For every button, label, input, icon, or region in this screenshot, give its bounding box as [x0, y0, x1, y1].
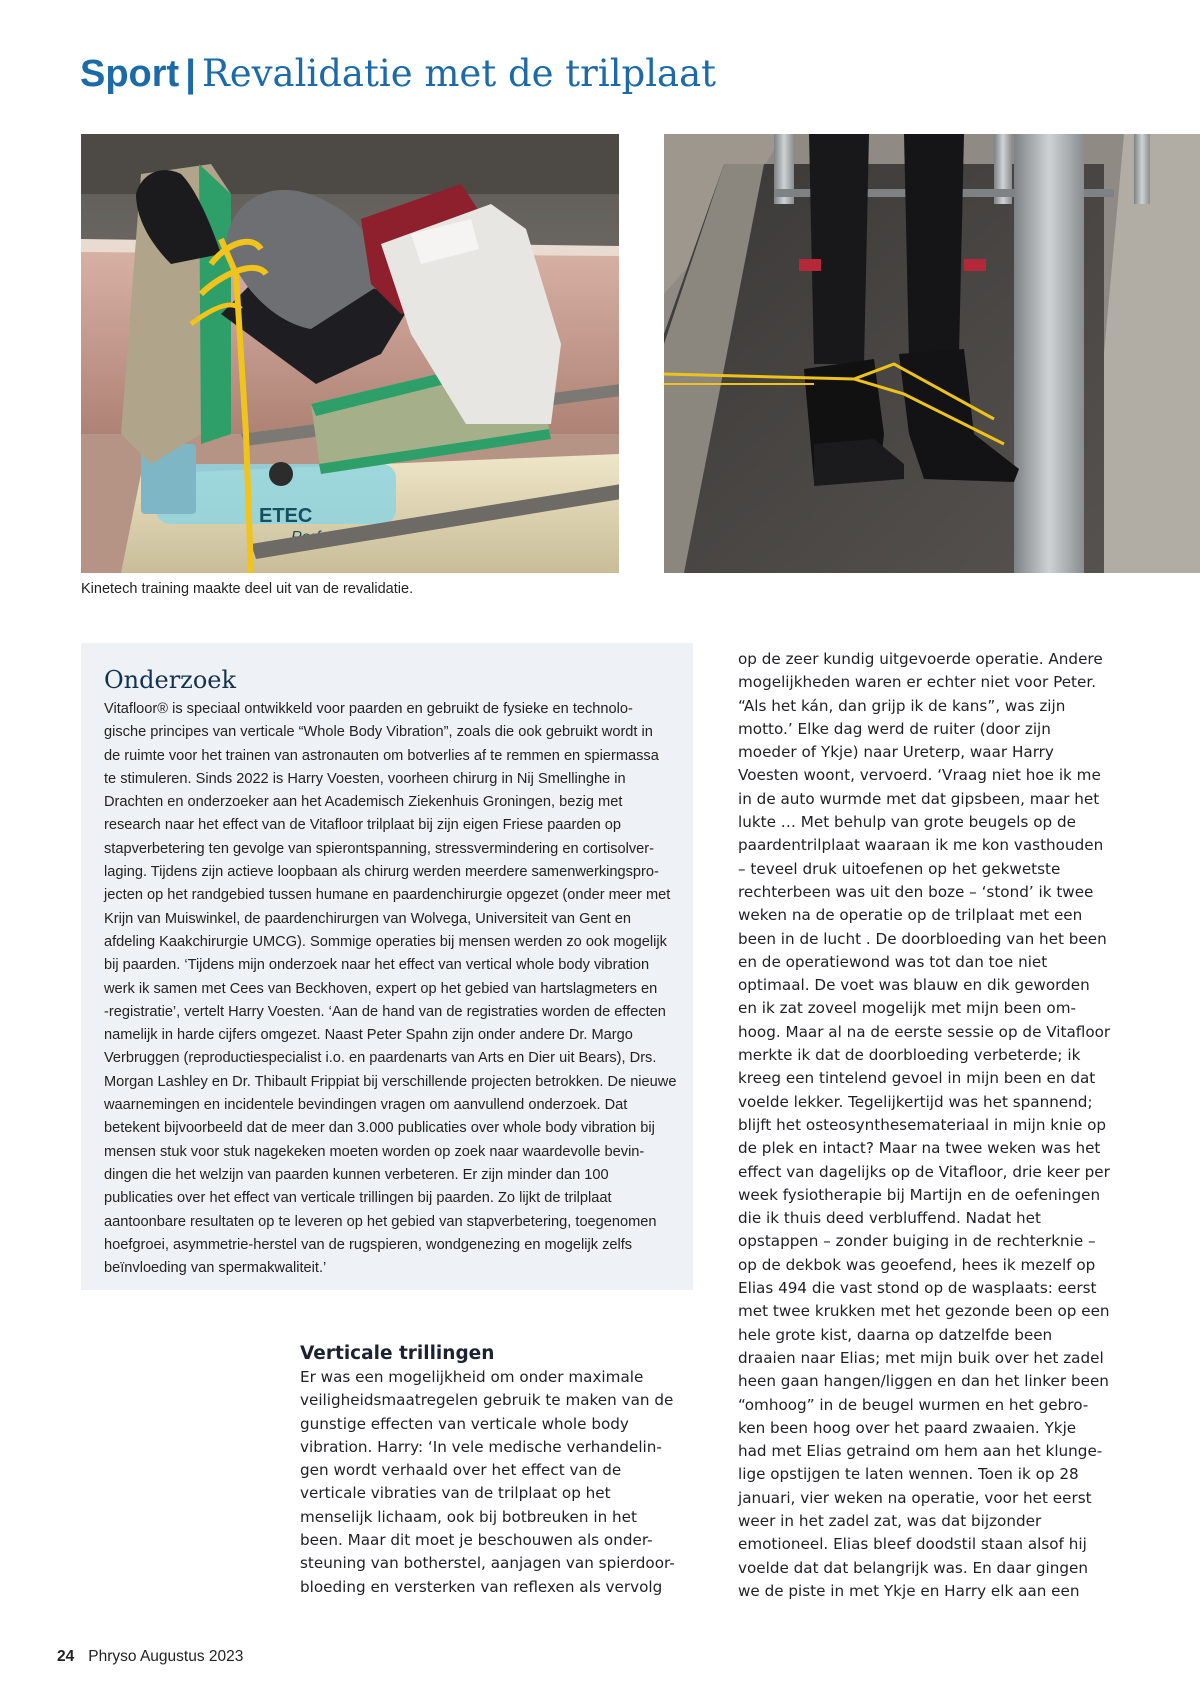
section-heading: Verticale trillingen	[300, 1343, 495, 1364]
body-text-line: januari, vier weken na operatie, voor het eerst	[738, 1488, 1092, 1507]
infobox-body	[104, 698, 677, 1280]
body-text-line: ken been hoog over het paard zwaaien. Ykje	[738, 1418, 1077, 1437]
infobox-text-line: aantoonbare resultaten op te leveren op het gebied van stapverbetering, toegenomen	[104, 1213, 657, 1230]
body-text-line: weken na de operatie op de trilplaat met een	[738, 906, 1083, 925]
infobox-text-line: publicaties over het effect van verticale trillingen bij paarden. Zo lijkt de trilplaat	[104, 1190, 612, 1207]
body-text-line: paardentrilplaat waaraan ik me kon vasthouden	[738, 836, 1104, 855]
page-header	[80, 52, 716, 96]
body-text-line: moeder of Ykje) naar Ureterp, waar Harry	[738, 743, 1054, 762]
body-text-line: week fysiotherapie bij Martijn en de oefeningen	[738, 1185, 1101, 1204]
infobox-text-line: gische principes van verticale “Whole Body Vibration”, zoals die ook gebruikt wordt in	[104, 724, 653, 741]
infobox-text-line: hoefgroei, asymmetrie-herstel van de rugspieren, wondgenezing en mogelijk zelfs	[104, 1236, 633, 1253]
body-text-line: bloeding en versterken van reflexen als vervolg	[300, 1577, 663, 1596]
body-text-line: been in de lucht . De doorbloeding van het been	[738, 929, 1107, 948]
body-text-line: heen gaan hangen/liggen en dan het linker been	[738, 1372, 1109, 1391]
infobox-text-line: afdeling Kaakchirurgie UMCG). Sommige operaties bij mensen werden zo ook mogelijk	[104, 933, 667, 950]
infobox-text-line: namelijk in harde cijfers omgezet. Naast Peter Spahn zijn onder andere Dr. Margo	[104, 1027, 633, 1044]
article-title: Revalidatie met de trilplaat	[201, 52, 717, 95]
body-text-line: steuning van botherstel, aanjagen van spierdoor-	[300, 1554, 675, 1573]
body-text-line: blijft het osteosynthesemateriaal in mijn knie op	[738, 1115, 1107, 1134]
body-text-line: de plek en intact? Maar na twee weken was het	[738, 1139, 1101, 1158]
photo-caption: Kinetech training maakte deel uit van de revalidatie.	[81, 581, 414, 597]
body-text-line: had met Elias getraind om hem aan het klunge-	[738, 1442, 1103, 1461]
body-text-line: gen wordt verhaald over het effect van de	[300, 1461, 622, 1480]
page-footer	[57, 1648, 243, 1666]
article-column-middle	[300, 1342, 700, 1599]
publication-name: Phryso Augustus 2023	[88, 1648, 244, 1665]
body-text-line: merkte ik dat de doorbloeding verbeterde; ik	[738, 1046, 1081, 1065]
onderzoek-infobox	[81, 643, 693, 1290]
body-text-line: lukte … Met behulp van grote beugels op de	[738, 813, 1076, 832]
infobox-text-line: Morgan Lashley en Dr. Thibault Frippiat bij verschillende projecten betrokken. De nieuwe	[104, 1073, 677, 1090]
body-text-line: gunstige effecten van verticale whole body	[300, 1414, 629, 1433]
page-number: 24	[57, 1648, 75, 1665]
body-text-line: menselijk lichaam, ook bij botbreuken in het	[300, 1507, 637, 1526]
infobox-text-line: de ruimte voor het trainen van astronauten om botverlies af te remmen en spiermassa	[104, 747, 659, 764]
article-column-right	[738, 648, 1138, 1603]
body-text-line: vibration. Harry: ‘In vele medische verhandelin-	[300, 1437, 662, 1456]
middle-column-body	[300, 1366, 700, 1599]
infobox-text-line: Drachten en onderzoeker aan het Academisch Ziekenhuis Groningen, bezig met	[104, 794, 623, 811]
body-text-line: motto.’ Elke dag werd de ruiter (door zijn	[738, 719, 1051, 738]
infobox-text-line: -registratie’, vertelt Harry Voesten. ‘Aan de hand van de registraties worden de effecten	[104, 1003, 666, 1020]
body-text-line: en de operatiewond was tot dan toe niet	[738, 952, 1048, 971]
infobox-text-line: te stimuleren. Sinds 2022 is Harry Voesten, voorheen chirurg in Nij Smellinghe in	[104, 770, 626, 787]
body-text-line: Er was een mogelijkheid om onder maximale	[300, 1368, 644, 1386]
photo-kinetec-leg	[81, 134, 619, 573]
body-text-line: been. Maar dit moet je beschouwen als onder-	[300, 1531, 653, 1550]
infobox-text-line: research naar het effect van de Vitafloor trilplaat bij zijn eigen Friese paarden op	[104, 817, 622, 834]
body-text-line: met twee krukken met het gezonde been op een	[738, 1302, 1110, 1321]
infobox-text-line: betekent bijvoorbeeld dat de meer dan 3.000 publicaties over whole body vibration bij	[104, 1120, 655, 1137]
body-text-line: en ik zat zoveel mogelijk met mijn been om-	[738, 999, 1076, 1018]
body-text-line: voelde dat dat belangrijk was. En daar gingen	[738, 1558, 1088, 1577]
body-text-line: voelde lekker. Tegelijkertijd was het spannend;	[738, 1092, 1093, 1111]
body-text-line: emotioneel. Elias bleef doodstil staan alsof hij	[738, 1535, 1087, 1554]
infobox-text-line: mensen stuk voor stuk nagekeken moeten worden op zoek naar waardevolle bevin-	[104, 1143, 645, 1160]
infobox-text-line: dingen die het welzijn van paarden kunnen verbeteren. Er zijn minder dan 100	[104, 1166, 609, 1183]
body-text-line: in de auto wurmde met dat gipsbeen, maar het	[738, 789, 1100, 808]
infobox-text-line: Krijn van Muiswinkel, de paardenchirurgen van Wolvega, Universiteit van Gent en	[104, 910, 631, 927]
body-text-line: Voesten woont, vervoerd. ‘Vraag niet hoe ik me	[738, 766, 1101, 785]
right-column-body	[738, 648, 1138, 1603]
body-text-line: “Als het kán, dan grijp ik de kans”, was zijn	[738, 696, 1066, 715]
body-text-line: we de piste in met Ykje en Harry elk aan een	[738, 1581, 1080, 1600]
machine-brand-text: ETEC	[259, 505, 313, 527]
body-text-line: mogelijkheden waren er echter niet voor Peter.	[738, 673, 1097, 692]
body-text-line: rechterbeen was uit den boze – ‘stond’ ik twee	[738, 882, 1094, 901]
body-text-line: lige opstijgen te laten wennen. Toen ik op 28	[738, 1465, 1079, 1484]
body-text-line: hoog. Maar al na de eerste sessie op de Vitafloor	[738, 1022, 1111, 1041]
body-text-line: effect van dagelijks op de Vitafloor, drie keer per	[738, 1162, 1110, 1181]
infobox-text-line: stapverbetering ten gevolge van spierontspanning, stressvermindering en cortisolver-	[104, 840, 654, 857]
infobox-text-line: jecten op het randgebied tussen humane en paardenchirurgie opgezet (onder meer met	[104, 887, 671, 904]
body-text-line: op de dekbok was geoefend, hees ik mezelf op	[738, 1255, 1096, 1274]
header-separator: |	[185, 53, 196, 95]
infobox-text-line: waarnemingen en incidentele bevindingen vragen om aanvullend onderzoek. Dat	[104, 1097, 628, 1114]
infobox-text-line: Verbruggen (reproductiespecialist i.o. en paardenarts van Arts en Dier uit Bears), Drs.	[104, 1050, 657, 1067]
body-text-line: die ik thuis deed verbluffend. Nadat het	[738, 1209, 1041, 1228]
body-text-line: hele grote kist, daarna op datzelfde been	[738, 1325, 1053, 1344]
body-text-line: “omhoog” in de beugel wurmen en het gebro-	[738, 1395, 1089, 1414]
infobox-text-line: Vitafloor® is speciaal ontwikkeld voor paarden en gebruikt de fysieke en technolo-	[104, 701, 633, 717]
infobox-text-line: werk ik samen met Cees van Beckhoven, expert op het gebied van hartslagmeters en	[104, 980, 658, 997]
infobox-text-line: laging. Tijdens zijn actieve loopbaan als chirurg werden meerdere samenwerkingspro-	[104, 864, 659, 881]
body-text-line: Elias 494 die vast stond op de wasplaats: eerst	[738, 1279, 1097, 1298]
body-text-line: kreeg een tintelend gevoel in mijn been en dat	[738, 1069, 1096, 1088]
infobox-text-line: bij paarden. ‘Tijdens mijn onderzoek naar het effect van vertical whole body vibration	[104, 957, 650, 974]
body-text-line: draaien naar Elias; met mijn buik over het zadel	[738, 1348, 1104, 1367]
body-text-line: verticale vibraties van de trilplaat op het	[300, 1484, 611, 1503]
body-text-line: optimaal. De voet was blauw en dik geworden	[738, 976, 1090, 995]
body-text-line: op de zeer kundig uitgevoerde operatie. Andere	[738, 650, 1103, 668]
body-text-line: weer in het zadel zat, was dat bijzonder	[738, 1511, 1042, 1530]
body-text-line: veiligheidsmaatregelen gebruik te maken van de	[300, 1391, 674, 1410]
infobox-title: Onderzoek	[104, 666, 237, 694]
photo-vibration-plate	[664, 134, 1200, 573]
body-text-line: – teveel druk uitoefenen op het gekwetste	[738, 859, 1061, 878]
infobox-text-line: beïnvloeding van spermakwaliteit.’	[104, 1260, 327, 1277]
body-text-line: opstappen – zonder buiging in de rechterknie –	[738, 1232, 1096, 1251]
section-label: Sport	[80, 53, 180, 95]
